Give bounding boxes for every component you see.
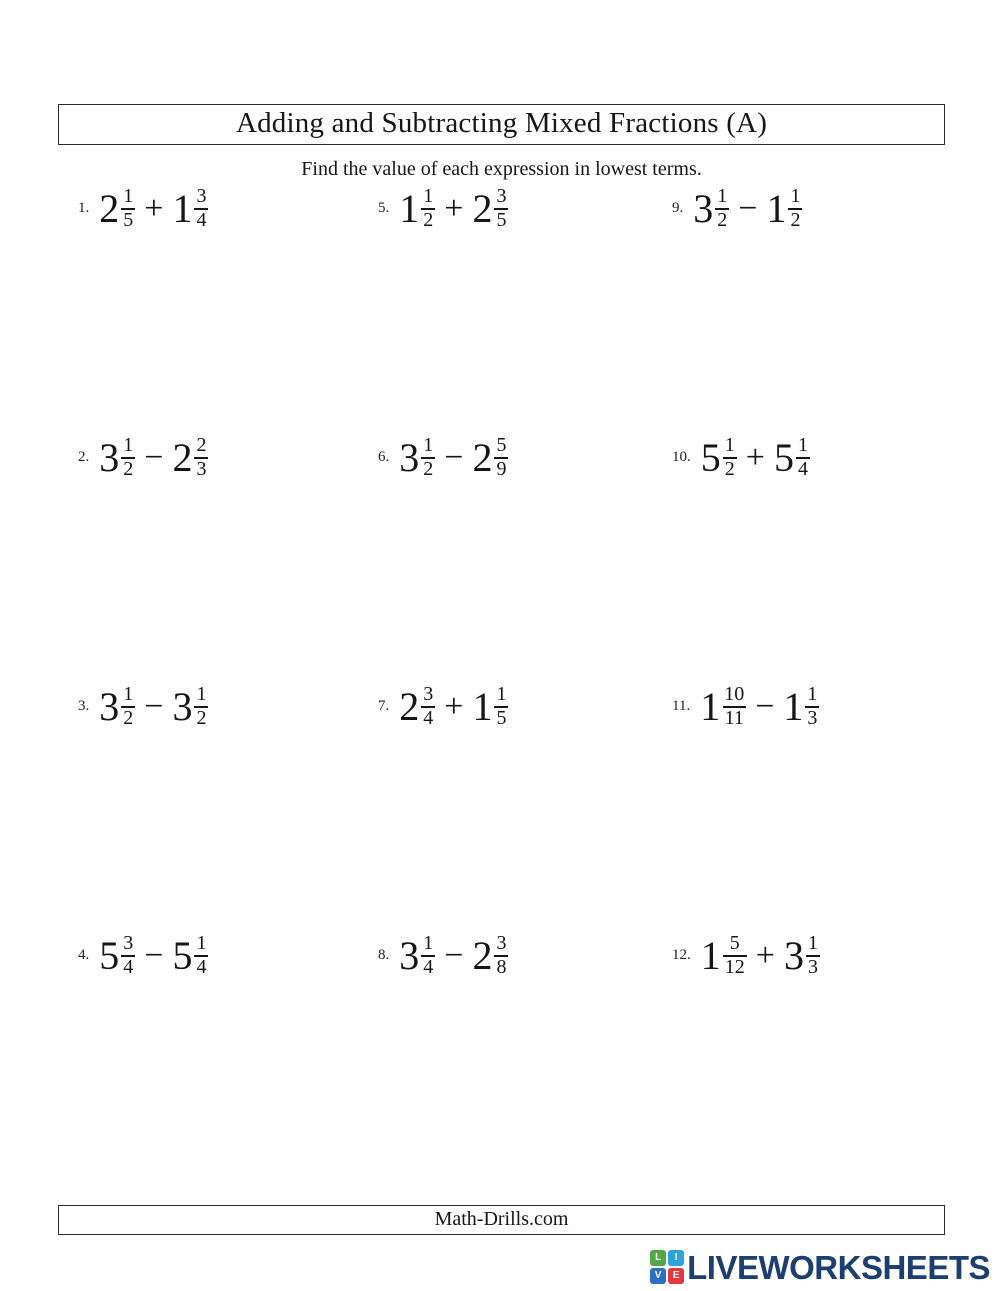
problem-item bbox=[78, 186, 378, 231]
problem-item bbox=[672, 435, 983, 480]
problem-item bbox=[378, 684, 672, 729]
whole-number: 3 bbox=[99, 683, 120, 729]
mixed-number bbox=[783, 684, 819, 729]
problem-item bbox=[378, 435, 672, 480]
fraction bbox=[796, 435, 810, 480]
denominator: 2 bbox=[123, 457, 134, 480]
problem-item bbox=[672, 933, 983, 978]
denominator: 2 bbox=[123, 706, 134, 729]
fraction bbox=[494, 684, 508, 729]
numerator: 10 bbox=[724, 683, 745, 705]
mixed-number bbox=[766, 186, 802, 231]
problem-number: 3. bbox=[78, 698, 90, 715]
fraction bbox=[421, 933, 435, 978]
numerator: 1 bbox=[807, 683, 818, 705]
problem-item bbox=[378, 933, 672, 978]
fraction bbox=[121, 933, 135, 978]
mixed-number bbox=[399, 933, 435, 978]
mixed-number bbox=[700, 684, 746, 729]
numerator: 1 bbox=[724, 434, 735, 456]
fraction bbox=[788, 186, 802, 231]
problem-number: 4. bbox=[78, 947, 90, 964]
fraction bbox=[421, 186, 435, 231]
whole-number: 2 bbox=[472, 185, 493, 231]
denominator: 2 bbox=[423, 457, 434, 480]
mixed-number bbox=[774, 435, 810, 480]
numerator: 1 bbox=[123, 434, 134, 456]
mixed-number bbox=[701, 933, 747, 978]
numerator: 1 bbox=[790, 185, 801, 207]
problems-grid bbox=[78, 186, 983, 1182]
fraction bbox=[805, 684, 819, 729]
whole-number: 3 bbox=[399, 932, 420, 978]
operator: − bbox=[755, 687, 775, 725]
problem-item bbox=[672, 684, 983, 729]
mixed-number bbox=[99, 186, 135, 231]
problem-number: 6. bbox=[378, 449, 390, 466]
logo-tile-i: I bbox=[668, 1250, 684, 1266]
problem-number: 1. bbox=[78, 200, 90, 217]
whole-number: 3 bbox=[399, 434, 420, 480]
whole-number: 1 bbox=[700, 683, 721, 729]
whole-number: 1 bbox=[700, 932, 721, 978]
denominator: 2 bbox=[724, 457, 735, 480]
denominator: 5 bbox=[123, 208, 134, 231]
operator: + bbox=[444, 189, 464, 227]
fraction bbox=[194, 435, 208, 480]
worksheet-title-box bbox=[58, 104, 945, 145]
numerator: 1 bbox=[797, 434, 808, 456]
whole-number: 3 bbox=[99, 434, 120, 480]
problem-item bbox=[78, 684, 378, 729]
fraction bbox=[121, 684, 135, 729]
denominator: 2 bbox=[423, 208, 434, 231]
fraction bbox=[121, 435, 135, 480]
problem-number: 5. bbox=[378, 200, 390, 217]
fraction bbox=[715, 186, 729, 231]
problem-number: 11. bbox=[672, 698, 691, 715]
liveworksheets-logo-icon bbox=[650, 1250, 684, 1284]
denominator: 2 bbox=[790, 208, 801, 231]
mixed-number bbox=[399, 186, 435, 231]
whole-number: 5 bbox=[773, 434, 794, 480]
whole-number: 3 bbox=[172, 683, 193, 729]
denominator: 4 bbox=[423, 955, 434, 978]
mixed-number bbox=[99, 435, 135, 480]
fraction bbox=[194, 933, 208, 978]
mixed-number bbox=[99, 684, 135, 729]
denominator: 12 bbox=[724, 955, 745, 978]
fraction bbox=[121, 186, 135, 231]
logo-tile-v: V bbox=[650, 1268, 666, 1284]
mixed-number bbox=[472, 684, 508, 729]
footer-source-label: Math-Drills.com bbox=[434, 1208, 569, 1230]
fraction bbox=[723, 933, 747, 978]
denominator: 5 bbox=[496, 706, 507, 729]
denominator: 11 bbox=[724, 706, 744, 729]
whole-number: 3 bbox=[693, 185, 714, 231]
problem-number: 10. bbox=[672, 449, 691, 466]
page-title: Adding and Subtracting Mixed Fractions (A) bbox=[235, 107, 768, 139]
numerator: 5 bbox=[496, 434, 507, 456]
denominator: 3 bbox=[807, 706, 818, 729]
numerator: 1 bbox=[423, 185, 434, 207]
denominator: 5 bbox=[496, 208, 507, 231]
fraction bbox=[494, 933, 508, 978]
problem-number: 8. bbox=[378, 947, 390, 964]
problem-item bbox=[78, 933, 378, 978]
whole-number: 1 bbox=[172, 185, 193, 231]
mixed-number bbox=[399, 435, 435, 480]
denominator: 4 bbox=[423, 706, 434, 729]
whole-number: 1 bbox=[472, 683, 493, 729]
problem-item bbox=[672, 186, 983, 231]
whole-number: 5 bbox=[172, 932, 193, 978]
whole-number: 1 bbox=[399, 185, 420, 231]
mixed-number bbox=[399, 684, 435, 729]
footer-source-box bbox=[58, 1205, 945, 1235]
fraction bbox=[194, 186, 208, 231]
operator: − bbox=[444, 438, 464, 476]
mixed-number bbox=[172, 684, 208, 729]
numerator: 5 bbox=[729, 932, 740, 954]
whole-number: 2 bbox=[472, 434, 493, 480]
denominator: 2 bbox=[196, 706, 207, 729]
problem-number: 7. bbox=[378, 698, 390, 715]
operator: − bbox=[144, 687, 164, 725]
mixed-number bbox=[693, 186, 729, 231]
denominator: 4 bbox=[123, 955, 134, 978]
mixed-number bbox=[472, 933, 508, 978]
whole-number: 2 bbox=[399, 683, 420, 729]
numerator: 1 bbox=[123, 683, 134, 705]
fraction bbox=[194, 684, 208, 729]
denominator: 4 bbox=[196, 208, 207, 231]
numerator: 1 bbox=[123, 185, 134, 207]
numerator: 1 bbox=[717, 185, 728, 207]
mixed-number bbox=[701, 435, 737, 480]
whole-number: 3 bbox=[783, 932, 804, 978]
logo-tile-l: L bbox=[650, 1250, 666, 1266]
denominator: 2 bbox=[717, 208, 728, 231]
numerator: 1 bbox=[423, 434, 434, 456]
numerator: 1 bbox=[807, 932, 818, 954]
numerator: 3 bbox=[123, 932, 134, 954]
fraction bbox=[421, 684, 435, 729]
mixed-number bbox=[172, 435, 208, 480]
denominator: 3 bbox=[807, 955, 818, 978]
numerator: 1 bbox=[496, 683, 507, 705]
whole-number: 2 bbox=[472, 932, 493, 978]
fraction bbox=[494, 435, 508, 480]
whole-number: 5 bbox=[99, 932, 120, 978]
liveworksheets-logo-text: LIVEWORKSHEETS bbox=[687, 1248, 990, 1286]
numerator: 3 bbox=[196, 185, 207, 207]
fraction bbox=[421, 435, 435, 480]
worksheet-instructions: Find the value of each expression in lowest terms. bbox=[301, 158, 702, 180]
whole-number: 2 bbox=[99, 185, 120, 231]
mixed-number bbox=[172, 186, 208, 231]
problem-item bbox=[378, 186, 672, 231]
operator: + bbox=[755, 936, 775, 974]
denominator: 9 bbox=[496, 457, 507, 480]
numerator: 3 bbox=[496, 185, 507, 207]
operator: − bbox=[144, 936, 164, 974]
operator: + bbox=[144, 189, 164, 227]
denominator: 3 bbox=[196, 457, 207, 480]
operator: − bbox=[144, 438, 164, 476]
denominator: 8 bbox=[496, 955, 507, 978]
fraction bbox=[494, 186, 508, 231]
problem-number: 12. bbox=[672, 947, 691, 964]
mixed-number bbox=[99, 933, 135, 978]
numerator: 3 bbox=[496, 932, 507, 954]
operator: − bbox=[444, 936, 464, 974]
fraction bbox=[806, 933, 820, 978]
logo-tile-e: E bbox=[668, 1268, 684, 1284]
operator: + bbox=[444, 687, 464, 725]
mixed-number bbox=[472, 435, 508, 480]
numerator: 1 bbox=[196, 683, 207, 705]
liveworksheets-brand bbox=[650, 1250, 990, 1284]
denominator: 4 bbox=[196, 955, 207, 978]
numerator: 3 bbox=[423, 683, 434, 705]
whole-number: 1 bbox=[766, 185, 787, 231]
numerator: 1 bbox=[196, 932, 207, 954]
mixed-number bbox=[172, 933, 208, 978]
whole-number: 5 bbox=[700, 434, 721, 480]
problem-item bbox=[78, 435, 378, 480]
operator: − bbox=[738, 189, 758, 227]
denominator: 4 bbox=[797, 457, 808, 480]
fraction bbox=[722, 684, 746, 729]
problem-number: 9. bbox=[672, 200, 684, 217]
whole-number: 1 bbox=[783, 683, 804, 729]
operator: + bbox=[745, 438, 765, 476]
fraction bbox=[723, 435, 737, 480]
numerator: 2 bbox=[196, 434, 207, 456]
mixed-number bbox=[472, 186, 508, 231]
mixed-number bbox=[784, 933, 820, 978]
whole-number: 2 bbox=[172, 434, 193, 480]
problem-number: 2. bbox=[78, 449, 90, 466]
numerator: 1 bbox=[423, 932, 434, 954]
